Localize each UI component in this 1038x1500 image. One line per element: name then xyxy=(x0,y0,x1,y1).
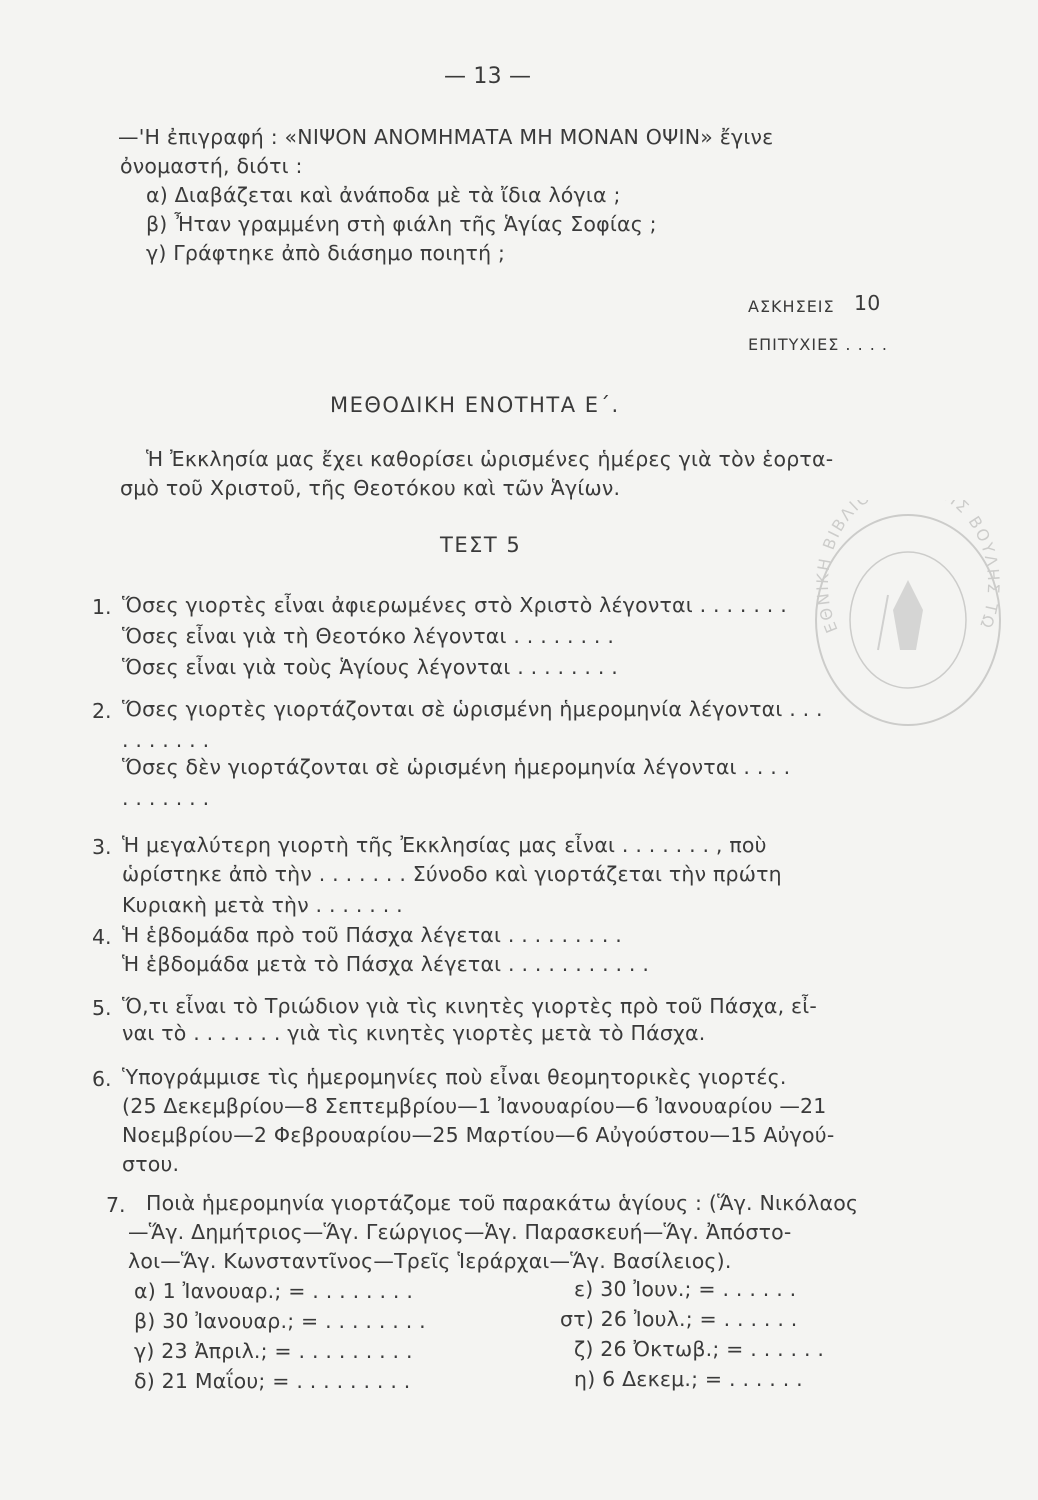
intro-line-2: ὀνομαστή, διότι : xyxy=(120,154,303,178)
q7-answer-b: β) 30 Ἰανουαρ.; = . . . . . . . . xyxy=(134,1309,426,1333)
question-number-4: 4. xyxy=(92,925,112,949)
library-stamp xyxy=(808,500,1008,730)
q7-line-1: Ποιὰ ἡμερομηνία γιορτάζομε τοῦ παρακάτω ἁγίους : (Ἅγ. Νικόλαος xyxy=(146,1191,859,1215)
q7-answer-d: δ) 21 Μαΐου; = . . . . . . . . . xyxy=(134,1369,411,1393)
epitixies-label: ΕΠΙΤΥΧΙΕΣ . . . . xyxy=(748,335,888,354)
askiseis-label: ΑΣΚΗΣΕΙΣ xyxy=(748,297,835,316)
q5-line-1: Ὅ,τι εἶναι τὸ Τριώδιον γιὰ τὶς κινητὲς γιορτὲς πρὸ τοῦ Πάσχα, εἶ- xyxy=(122,994,818,1018)
q7-line-3: λοι—Ἅγ. Κωνσταντῖνος—Τρεῖς Ἱεράρχαι—Ἅγ. Βασίλειος). xyxy=(128,1249,732,1273)
question-number-5: 5. xyxy=(92,996,112,1020)
q7-answer-i: η) 6 Δεκεμ.; = . . . . . . xyxy=(574,1367,803,1391)
question-number-1: 1. xyxy=(92,595,112,619)
q6-line-3: Νοεμβρίου—2 Φεβρουαρίου—25 Μαρτίου—6 Αὐγούστου—15 Αὐγού- xyxy=(122,1123,835,1147)
q6-line-2: (25 Δεκεμβρίου—8 Σεπτεμβρίου—1 Ἰανουαρίου—6 Ἰανουαρίου —21 xyxy=(122,1094,827,1118)
q4-line-2: Ἡ ἑβδομάδα μετὰ τὸ Πάσχα λέγεται . . . . . . . . . . . xyxy=(122,952,650,976)
question-number-7: 7. xyxy=(106,1193,126,1217)
q7-answer-c: γ) 23 Ἀπριλ.; = . . . . . . . . . xyxy=(134,1339,413,1363)
page-number: — 13 — xyxy=(444,64,532,89)
q3-line-3: Κυριακὴ μετὰ τὴν . . . . . . . xyxy=(122,893,403,917)
section-intro-line-2: σμὸ τοῦ Χριστοῦ, τῆς Θεοτόκου καὶ τῶν Ἁγίων. xyxy=(120,476,621,500)
q3-line-1: Ἡ μεγαλύτερη γιορτὴ τῆς Ἐκκλησίας μας εἶναι . . . . . . . , ποὺ xyxy=(122,833,767,857)
q4-line-1: Ἡ ἑβδομάδα πρὸ τοῦ Πάσχα λέγεται . . . . . . . . . xyxy=(122,923,622,947)
intro-option-c: γ) Γράφτηκε ἀπὸ διάσημο ποιητή ; xyxy=(146,241,506,265)
askiseis-value: 10 xyxy=(854,291,881,315)
question-number-2: 2. xyxy=(92,699,112,723)
q7-answer-z: ζ) 26 Ὀκτωβ.; = . . . . . . xyxy=(574,1337,825,1361)
intro-option-a: α) Διαβάζεται καὶ ἀνάποδα μὲ τὰ ἴδια λόγια ; xyxy=(146,183,621,207)
q1-line-2: Ὅσες εἶναι γιὰ τὴ Θεοτόκο λέγονται . . . . . . . . xyxy=(122,624,615,648)
q2-line-2: . . . . . . . xyxy=(122,728,210,752)
section-intro-line-1: Ἡ Ἐκκλησία μας ἔχει καθορίσει ὡρισμένες ἡμέρες γιὰ τὸν ἑορτα- xyxy=(146,447,834,471)
q3-line-2: ὡρίστηκε ἀπὸ τὴν . . . . . . . Σύνοδο καὶ γιορτάζεται τὴν πρώτη xyxy=(122,862,782,886)
stamp-text: ΕΘΝΙΚΗ ΒΙΒΛΙ Σ ΒΟΥΛΗΣ ΤΩ xyxy=(812,500,1004,636)
intro-option-b: β) Ἦταν γραμμένη στὴ φιάλη τῆς Ἁγίας Σοφίας ; xyxy=(146,212,657,236)
q7-answer-st: στ) 26 Ἰουλ.; = . . . . . . xyxy=(560,1307,798,1331)
q2-line-3: Ὅσες δὲν γιορτάζονται σὲ ὡρισμένη ἡμερομηνία λέγονται . . . . xyxy=(122,755,791,779)
question-number-3: 3. xyxy=(92,835,112,859)
question-number-6: 6. xyxy=(92,1067,112,1091)
q2-line-1: Ὅσες γιορτὲς γιορτάζονται σὲ ὡρισμένη ἡμερομηνία λέγονται . . . xyxy=(122,697,823,721)
q6-line-1: Ὑπογράμμισε τὶς ἡμερομηνίες ποὺ εἶναι θεομητορικὲς γιορτές. xyxy=(122,1065,787,1089)
q5-line-2: ναι τὸ . . . . . . . γιὰ τὶς κινητὲς γιορτὲς μετὰ τὸ Πάσχα. xyxy=(122,1021,706,1045)
section-title: ΜΕΘΟΔΙΚΗ ΕΝΟΤΗΤΑ Ε΄. xyxy=(330,393,620,417)
test-title: ΤΕΣΤ 5 xyxy=(440,533,522,557)
stamp-seal-icon xyxy=(808,500,1008,730)
q2-line-4: . . . . . . . xyxy=(122,786,210,810)
q6-line-4: στου. xyxy=(122,1152,180,1176)
q7-answer-a: α) 1 Ἰανουαρ.; = . . . . . . . . xyxy=(134,1279,414,1303)
q7-line-2: —Ἅγ. Δημήτριος—Ἅγ. Γεώργιος—Ἁγ. Παρασκευή—Ἅγ. Ἀπόστο- xyxy=(128,1220,792,1244)
q7-answer-e: ε) 30 Ἰουν.; = . . . . . . xyxy=(574,1277,797,1301)
q1-line-1: Ὅσες γιορτὲς εἶναι ἀφιερωμένες στὸ Χριστὸ λέγονται . . . . . . . xyxy=(122,593,787,617)
intro-line-1: —'Η ἐπιγραφή : «ΝΙΨΟΝ ΑΝΟΜΗΜΑΤΑ ΜΗ ΜΟΝΑΝ ΟΨΙΝ» ἔγινε xyxy=(118,125,774,149)
q1-line-3: Ὅσες εἶναι γιὰ τοὺς Ἁγίους λέγονται . . . . . . . . xyxy=(122,655,618,679)
